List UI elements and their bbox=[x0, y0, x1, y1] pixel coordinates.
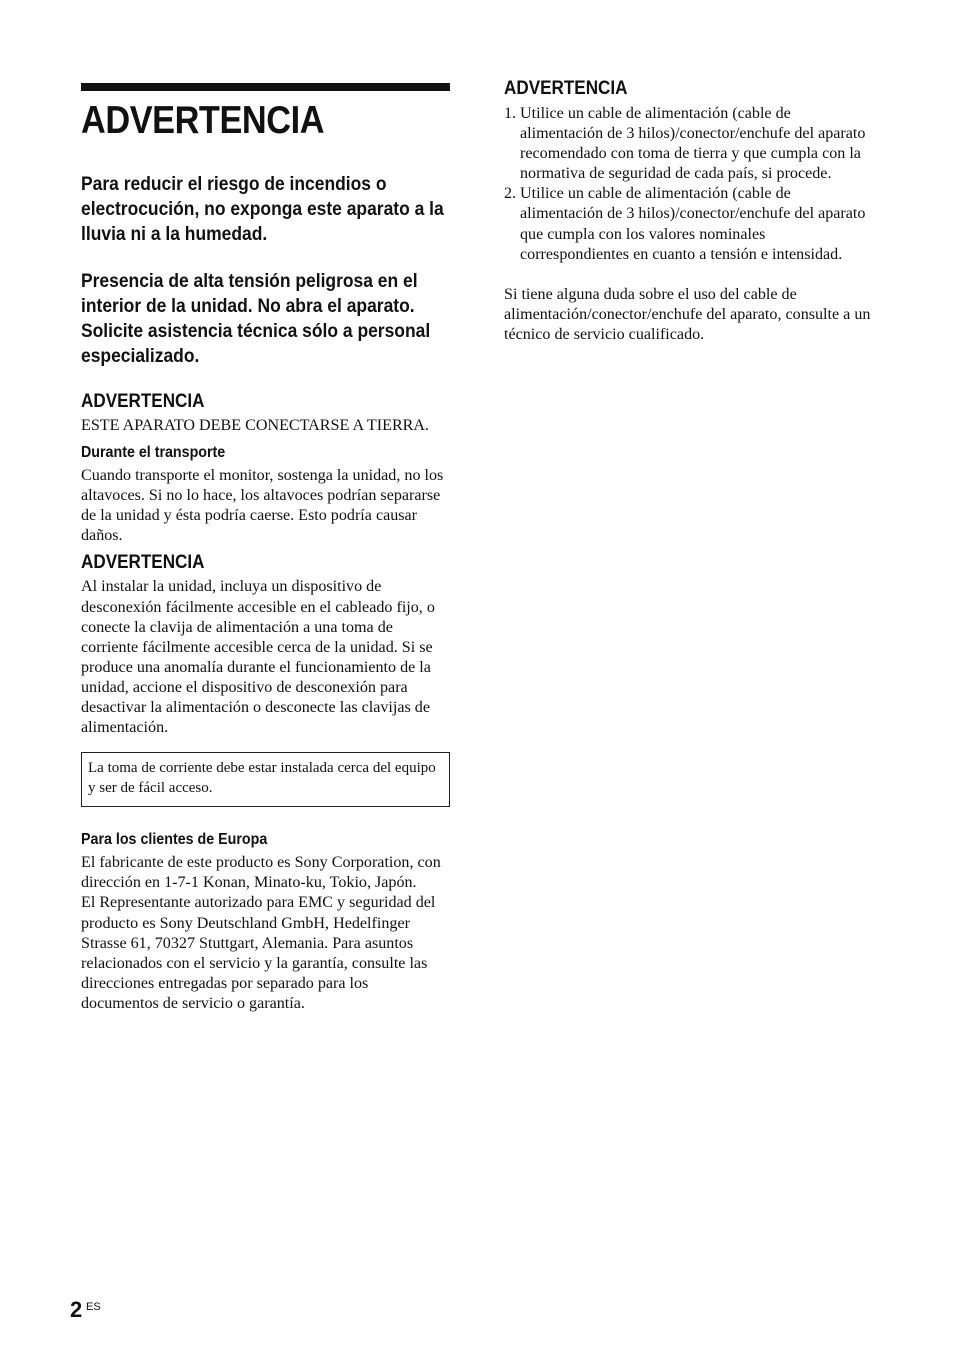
page-number: 2 bbox=[70, 1297, 83, 1322]
right-column bbox=[504, 78, 874, 345]
voltage-warning: Presencia de alta tensión peligrosa en el interior de la unidad. No abra el aparato. Solicite asistencia técnica sólo a personal especializado. bbox=[81, 270, 431, 367]
list-item-text: Utilice un cable de alimentación (cable de alimentación de 3 hilos)/conector/enchufe del aparato recomendado con toma de tierra y que cumpla con la normativa de seguridad de cada país, si procede. bbox=[520, 105, 866, 183]
power-cable-note: Si tiene alguna duda sobre el uso del cable de alimentación/conector/enchufe del aparato, consulte a un técnico de servicio cualificado. bbox=[504, 285, 871, 343]
list-item bbox=[504, 104, 874, 184]
page-title: ADVERTENCIA bbox=[81, 99, 325, 142]
socket-notice-box bbox=[81, 752, 450, 807]
power-cable-list bbox=[504, 104, 874, 265]
disconnect-text: Al instalar la unidad, incluya un dispositivo de desconexión fácilmente accesible en el cableado fijo, o conecte la clavija de alimentación a una toma de corriente fácilmente accesible cerca de la unidad. Si se produce una anomalía durante el funcionamiento de la unidad, accione el dispositivo de desconexión para desactivar la alimentación o desconecte las clavijas de alimentación. bbox=[81, 578, 435, 737]
list-item-text: Utilice un cable de alimentación (cable de alimentación de 3 hilos)/conector/enchufe del aparato que cumpla con los valores nominales correspondientes en cuanto a tensión e intensidad. bbox=[520, 185, 866, 263]
section-heading-disconnect: ADVERTENCIA bbox=[81, 552, 205, 574]
europe-representative: El Representante autorizado para EMC y seguridad del producto es Sony Deutschland GmbH, Hedelfinger Strasse 61, 70327 Stuttgart, Alemania. Para asuntos relacionados con el servicio y la garantía, consulte las direcciones entregadas por separado para los documentos de servicio o garantía. bbox=[81, 894, 436, 1012]
page-language-code: ES bbox=[86, 1301, 101, 1313]
europe-manufacturer: El fabricante de este producto es Sony Corporation, con dirección en 1-7-1 Konan, Minato-ku, Tokio, Japón. bbox=[81, 854, 441, 892]
left-column bbox=[81, 83, 450, 1014]
transport-text: Cuando transporte el monitor, sostenga la unidad, no los altavoces. Si no lo hace, los altavoces podrían separarse de la unidad y ésta podría caerse. Esto podría causar daños. bbox=[81, 467, 444, 545]
title-rule bbox=[81, 83, 450, 91]
list-item bbox=[504, 184, 874, 264]
transport-heading: Durante el transporte bbox=[81, 444, 226, 462]
list-item-number: 2. bbox=[504, 185, 517, 203]
section-heading-power-cable: ADVERTENCIA bbox=[504, 78, 628, 99]
ground-text: ESTE APARATO DEBE CONECTARSE A TIERRA. bbox=[81, 417, 430, 434]
socket-notice-text: La toma de corriente debe estar instalada cerca del equipo y ser de fácil acceso. bbox=[88, 760, 436, 797]
list-item-number: 1. bbox=[504, 105, 517, 122]
europe-heading: Para los clientes de Europa bbox=[81, 831, 268, 849]
fire-warning: Para reducir el riesgo de incendios o electrocución, no exponga este aparato a la lluvia ni a la humedad. bbox=[81, 173, 444, 245]
section-heading-ground: ADVERTENCIA bbox=[81, 391, 205, 412]
